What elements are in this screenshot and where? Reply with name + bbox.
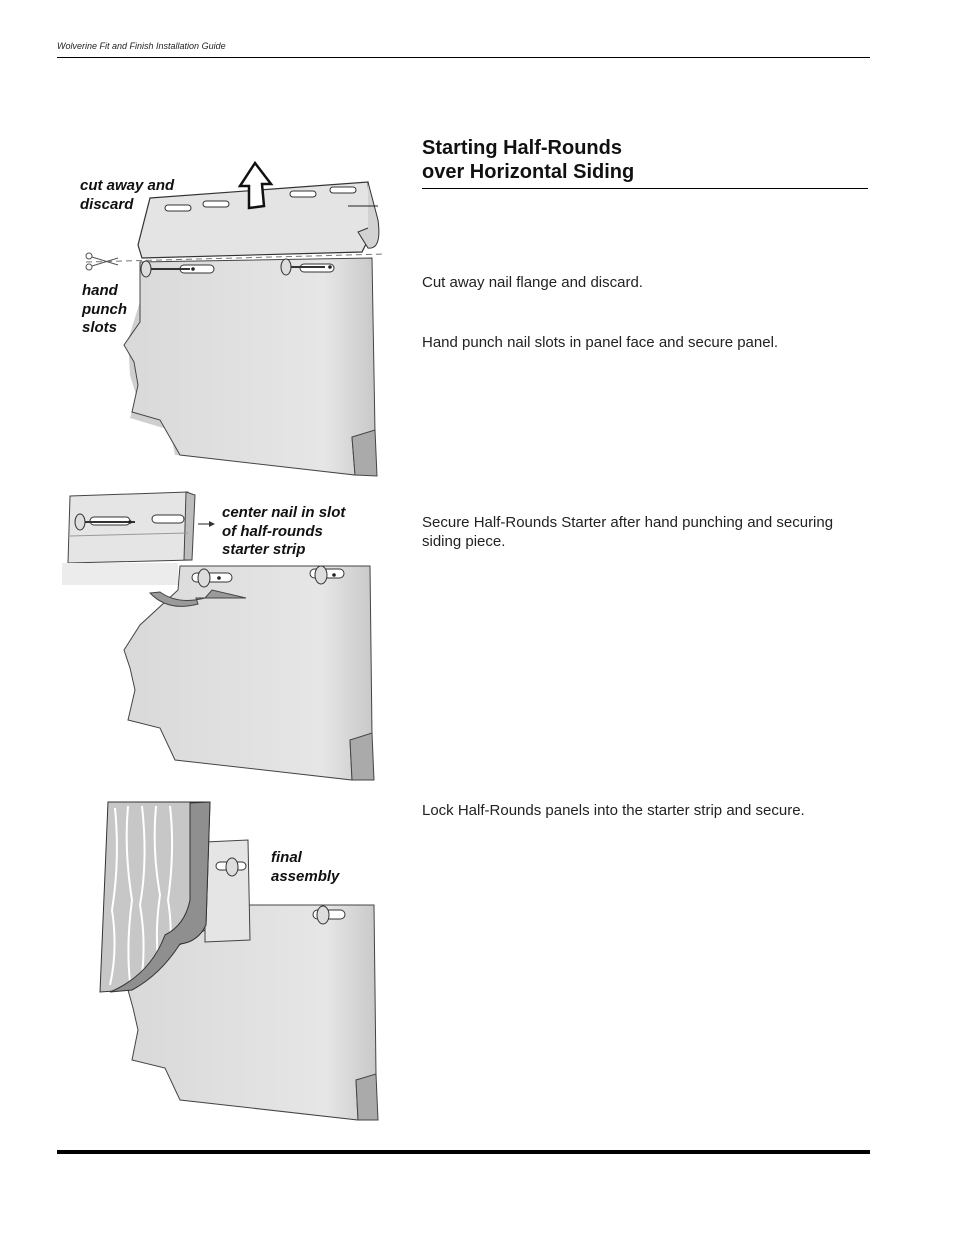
step-2-text: Hand punch nail slots in panel face and secure panel. <box>422 334 779 351</box>
callout-final-assembly-line-1: final <box>271 849 302 866</box>
starter-nail-head <box>75 514 85 530</box>
bottom-rule <box>57 1150 870 1154</box>
siding-panel-2-butt-edge <box>350 733 374 780</box>
callout-hand-punch <box>82 282 127 338</box>
step-1-text: Cut away nail flange and discard. <box>422 274 643 291</box>
starter-strip <box>68 492 192 563</box>
callout-final-assembly-line-2: assembly <box>271 867 340 885</box>
section-title-line-2: over Horizontal Siding <box>422 161 635 183</box>
starter-strip-edge <box>184 492 195 560</box>
fig3-panel-nail <box>317 906 329 924</box>
siding-panel-1-butt-edge <box>352 430 377 476</box>
step-4-text: Lock Half-Rounds panels into the starter strip and secure. <box>422 802 805 819</box>
callout-cut-away-line-2: discard <box>80 195 134 213</box>
callout-cut-away-line-1: cut away and <box>80 177 175 194</box>
running-head: Wolverine Fit and Finish Installation Guide <box>57 41 226 51</box>
callout-hand-punch-line-1: hand <box>82 282 118 299</box>
section-title-line-1: Starting Half-Rounds <box>422 137 622 159</box>
callout-cut-away <box>80 177 174 214</box>
step-3-text: Secure Half-Rounds Starter after hand punching and securing siding piece. <box>422 514 834 550</box>
starter-nail-tip <box>128 520 132 524</box>
siding-panel-1 <box>124 258 375 475</box>
callout-final-assembly <box>271 849 339 886</box>
fig3-strip-nail <box>226 858 238 876</box>
callout-center-nail-line-2: of half-rounds <box>222 522 323 540</box>
callout-center-nail-line-1: center nail in slot <box>222 504 346 521</box>
starter-strip-fig3 <box>205 840 250 942</box>
horizontal-siding-below <box>62 563 178 585</box>
callout-center-nail-line-3: starter strip <box>222 541 306 558</box>
callout-hand-punch-line-2: punch <box>82 300 127 318</box>
callout-hand-punch-line-3: slots <box>82 319 118 336</box>
siding-panel-3-butt-edge <box>356 1074 378 1120</box>
callout-center-nail <box>222 504 345 560</box>
